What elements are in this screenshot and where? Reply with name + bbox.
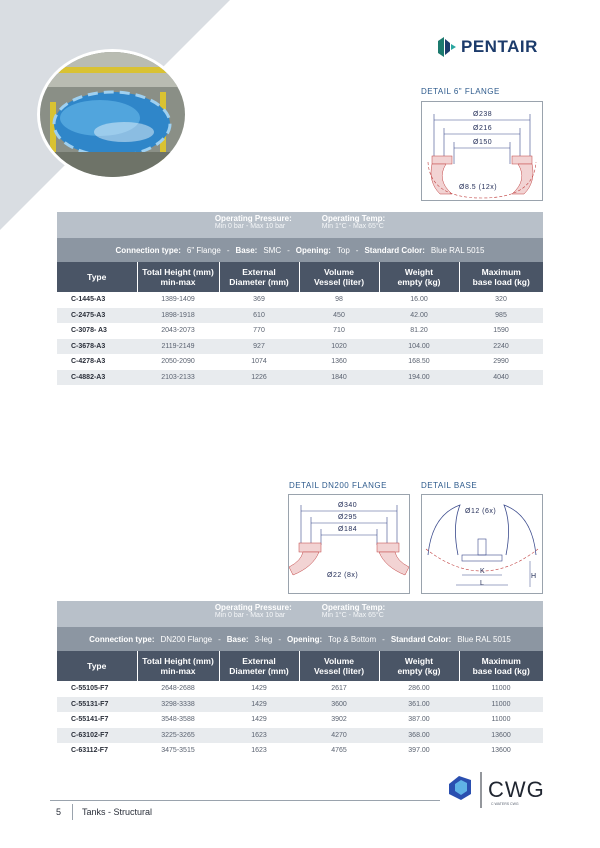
type-cell: C-4882-A3 — [57, 370, 137, 386]
value-cell: 1429 — [219, 681, 299, 697]
value-cell: 11000 — [459, 712, 543, 728]
value-cell: 3600 — [299, 697, 379, 713]
table-row — [57, 308, 543, 324]
operating-conditions-band — [57, 601, 543, 627]
table-header-row — [57, 651, 543, 681]
value-cell: 1898-1918 — [137, 308, 219, 324]
value-cell: 11000 — [459, 681, 543, 697]
table-row — [57, 743, 543, 759]
value-cell: 98 — [299, 292, 379, 308]
value-cell: 16.00 — [379, 292, 459, 308]
column-header: Weight empty (kg) — [379, 262, 459, 292]
table-header-row — [57, 262, 543, 292]
column-header: Type — [57, 262, 137, 292]
value-cell: 2043-2073 — [137, 323, 219, 339]
brand-name: PENTAIR — [461, 37, 538, 56]
value-cell: 610 — [219, 308, 299, 324]
value-cell: 368.00 — [379, 728, 459, 744]
dn200-d1: Ø340 — [338, 502, 358, 509]
value-cell: 3902 — [299, 712, 379, 728]
type-cell: C-55131-F7 — [57, 697, 137, 713]
temp-label: Operating Temp: — [321, 214, 386, 223]
value-cell: 927 — [219, 339, 299, 355]
pentair-mark-icon — [438, 37, 456, 57]
conn-value: 6" Flange — [186, 245, 221, 255]
opening-value: Top & Bottom — [328, 634, 377, 644]
opening-label: Opening: — [295, 245, 331, 255]
type-cell: C-63102-F7 — [57, 728, 137, 744]
column-header: Total Height (mm) min-max — [137, 651, 219, 681]
pentair-logo — [438, 37, 538, 57]
value-cell: 1360 — [299, 354, 379, 370]
value-cell: 1429 — [219, 697, 299, 713]
flange6-d2: Ø216 — [473, 125, 493, 132]
pressure-value: Min 0 bar - Max 10 bar — [214, 223, 286, 230]
value-cell: 710 — [299, 323, 379, 339]
column-header: Type — [57, 651, 137, 681]
value-cell: 387.00 — [379, 712, 459, 728]
column-header: External Diameter (mm) — [219, 651, 299, 681]
table-row — [57, 697, 543, 713]
spec-table — [57, 651, 543, 759]
value-cell: 81.20 — [379, 323, 459, 339]
tank-photo — [40, 52, 185, 177]
value-cell: 1623 — [219, 728, 299, 744]
base-value: SMC — [263, 245, 282, 255]
value-cell: 2240 — [459, 339, 543, 355]
temp-value: Min 1°C - Max 65°C — [321, 612, 384, 619]
value-cell: 2103-2133 — [137, 370, 219, 386]
pressure-label: Operating Pressure: — [214, 603, 292, 612]
column-header: Total Height (mm) min-max — [137, 262, 219, 292]
cwg-tagline: C WATERS CWG — [491, 802, 519, 806]
type-cell: C-2475-A3 — [57, 308, 137, 324]
type-cell: C-3078- A3 — [57, 323, 137, 339]
opening-label: Opening: — [287, 634, 323, 644]
cwg-logo — [447, 770, 543, 815]
value-cell: 2648-2688 — [137, 681, 219, 697]
value-cell: 3475-3515 — [137, 743, 219, 759]
table-row — [57, 370, 543, 386]
base-label: Base: — [226, 634, 249, 644]
dn200-d3: Ø184 — [338, 526, 358, 533]
conn-label: Connection type: — [89, 634, 155, 644]
value-cell: 2990 — [459, 354, 543, 370]
table-row — [57, 292, 543, 308]
value-cell: 1226 — [219, 370, 299, 386]
detail-dn200-title: DETAIL DN200 FLANGE — [289, 481, 387, 490]
detail-dn200-drawing — [288, 494, 410, 594]
value-cell: 1074 — [219, 354, 299, 370]
value-cell: 194.00 — [379, 370, 459, 386]
opening-value: Top — [336, 245, 350, 255]
value-cell: 1389-1409 — [137, 292, 219, 308]
spec-table-a3 — [57, 212, 543, 385]
base-l: L — [480, 580, 485, 587]
value-cell: 361.00 — [379, 697, 459, 713]
type-cell: C-1445-A3 — [57, 292, 137, 308]
flange6-d1: Ø238 — [473, 111, 493, 118]
table-row — [57, 728, 543, 744]
value-cell: 4765 — [299, 743, 379, 759]
base-value: 3-leg — [254, 634, 273, 644]
flange6-holes: Ø8.5 (12x) — [459, 184, 498, 191]
conn-value: DN200 Flange — [160, 634, 213, 644]
value-cell: 985 — [459, 308, 543, 324]
footer-title: Tanks - Structural — [82, 807, 153, 817]
value-cell: 13600 — [459, 728, 543, 744]
column-header: Volume Vessel (liter) — [299, 651, 379, 681]
color-value: Blue RAL 5015 — [430, 245, 485, 255]
column-header: Maximum base load (kg) — [459, 651, 543, 681]
base-h: H — [531, 573, 537, 580]
value-cell: 369 — [219, 292, 299, 308]
value-cell: 397.00 — [379, 743, 459, 759]
value-cell: 2617 — [299, 681, 379, 697]
table-row — [57, 681, 543, 697]
value-cell: 450 — [299, 308, 379, 324]
footer-separator — [72, 804, 73, 820]
operating-conditions-band — [57, 212, 543, 238]
temp-label: Operating Temp: — [321, 603, 386, 612]
value-cell: 1623 — [219, 743, 299, 759]
table-row — [57, 323, 543, 339]
base-holes: Ø12 (6x) — [465, 508, 497, 515]
color-label: Standard Color: — [364, 245, 425, 255]
detail-flange6-title: DETAIL 6" FLANGE — [421, 87, 500, 96]
value-cell: 42.00 — [379, 308, 459, 324]
value-cell: 11000 — [459, 697, 543, 713]
conn-label: Connection type: — [115, 245, 181, 255]
detail-base-title: DETAIL BASE — [421, 481, 478, 490]
dn200-holes: Ø22 (8x) — [327, 572, 359, 579]
value-cell: 13600 — [459, 743, 543, 759]
value-cell: 4270 — [299, 728, 379, 744]
type-cell: C-3678-A3 — [57, 339, 137, 355]
pressure-label: Operating Pressure: — [214, 214, 292, 223]
value-cell: 770 — [219, 323, 299, 339]
value-cell: 3548-3588 — [137, 712, 219, 728]
table-row — [57, 354, 543, 370]
table-row — [57, 712, 543, 728]
table-body — [57, 681, 543, 759]
type-cell: C-4278-A3 — [57, 354, 137, 370]
color-value: Blue RAL 5015 — [457, 634, 511, 644]
table-body — [57, 292, 543, 385]
column-header: Weight empty (kg) — [379, 651, 459, 681]
footer-divider — [50, 800, 440, 801]
value-cell: 168.50 — [379, 354, 459, 370]
value-cell: 1429 — [219, 712, 299, 728]
dn200-d2: Ø295 — [338, 514, 358, 521]
column-header: Volume Vessel (liter) — [299, 262, 379, 292]
base-label: Base: — [235, 245, 258, 255]
value-cell: 2050-2090 — [137, 354, 219, 370]
flange6-d3: Ø150 — [473, 139, 493, 146]
spec-table — [57, 262, 543, 385]
base-k: K — [480, 568, 486, 575]
column-header: Maximum base load (kg) — [459, 262, 543, 292]
connection-band: Connection type: 6" Flange - Base: SMC - Opening: Top - Standard Color: Blue RAL 5015 — [57, 238, 543, 262]
cwg-name: CWG — [488, 777, 545, 802]
column-header: External Diameter (mm) — [219, 262, 299, 292]
value-cell: 1590 — [459, 323, 543, 339]
pressure-value: Min 0 bar - Max 10 bar — [214, 612, 286, 619]
value-cell: 2119-2149 — [137, 339, 219, 355]
type-cell: C-63112-F7 — [57, 743, 137, 759]
table-row — [57, 339, 543, 355]
type-cell: C-55141-F7 — [57, 712, 137, 728]
temp-value: Min 1°C - Max 65°C — [321, 223, 384, 230]
color-label: Standard Color: — [390, 634, 452, 644]
page-number: 5 — [56, 807, 62, 817]
type-cell: C-55105-F7 — [57, 681, 137, 697]
value-cell: 3225-3265 — [137, 728, 219, 744]
value-cell: 286.00 — [379, 681, 459, 697]
value-cell: 3298-3338 — [137, 697, 219, 713]
spec-table-f7 — [57, 601, 543, 759]
value-cell: 104.00 — [379, 339, 459, 355]
value-cell: 4040 — [459, 370, 543, 386]
connection-band: Connection type: DN200 Flange - Base: 3-leg - Opening: Top & Bottom - Standard Color: Blue RAL 5015 — [57, 627, 543, 651]
value-cell: 320 — [459, 292, 543, 308]
value-cell: 1020 — [299, 339, 379, 355]
value-cell: 1840 — [299, 370, 379, 386]
